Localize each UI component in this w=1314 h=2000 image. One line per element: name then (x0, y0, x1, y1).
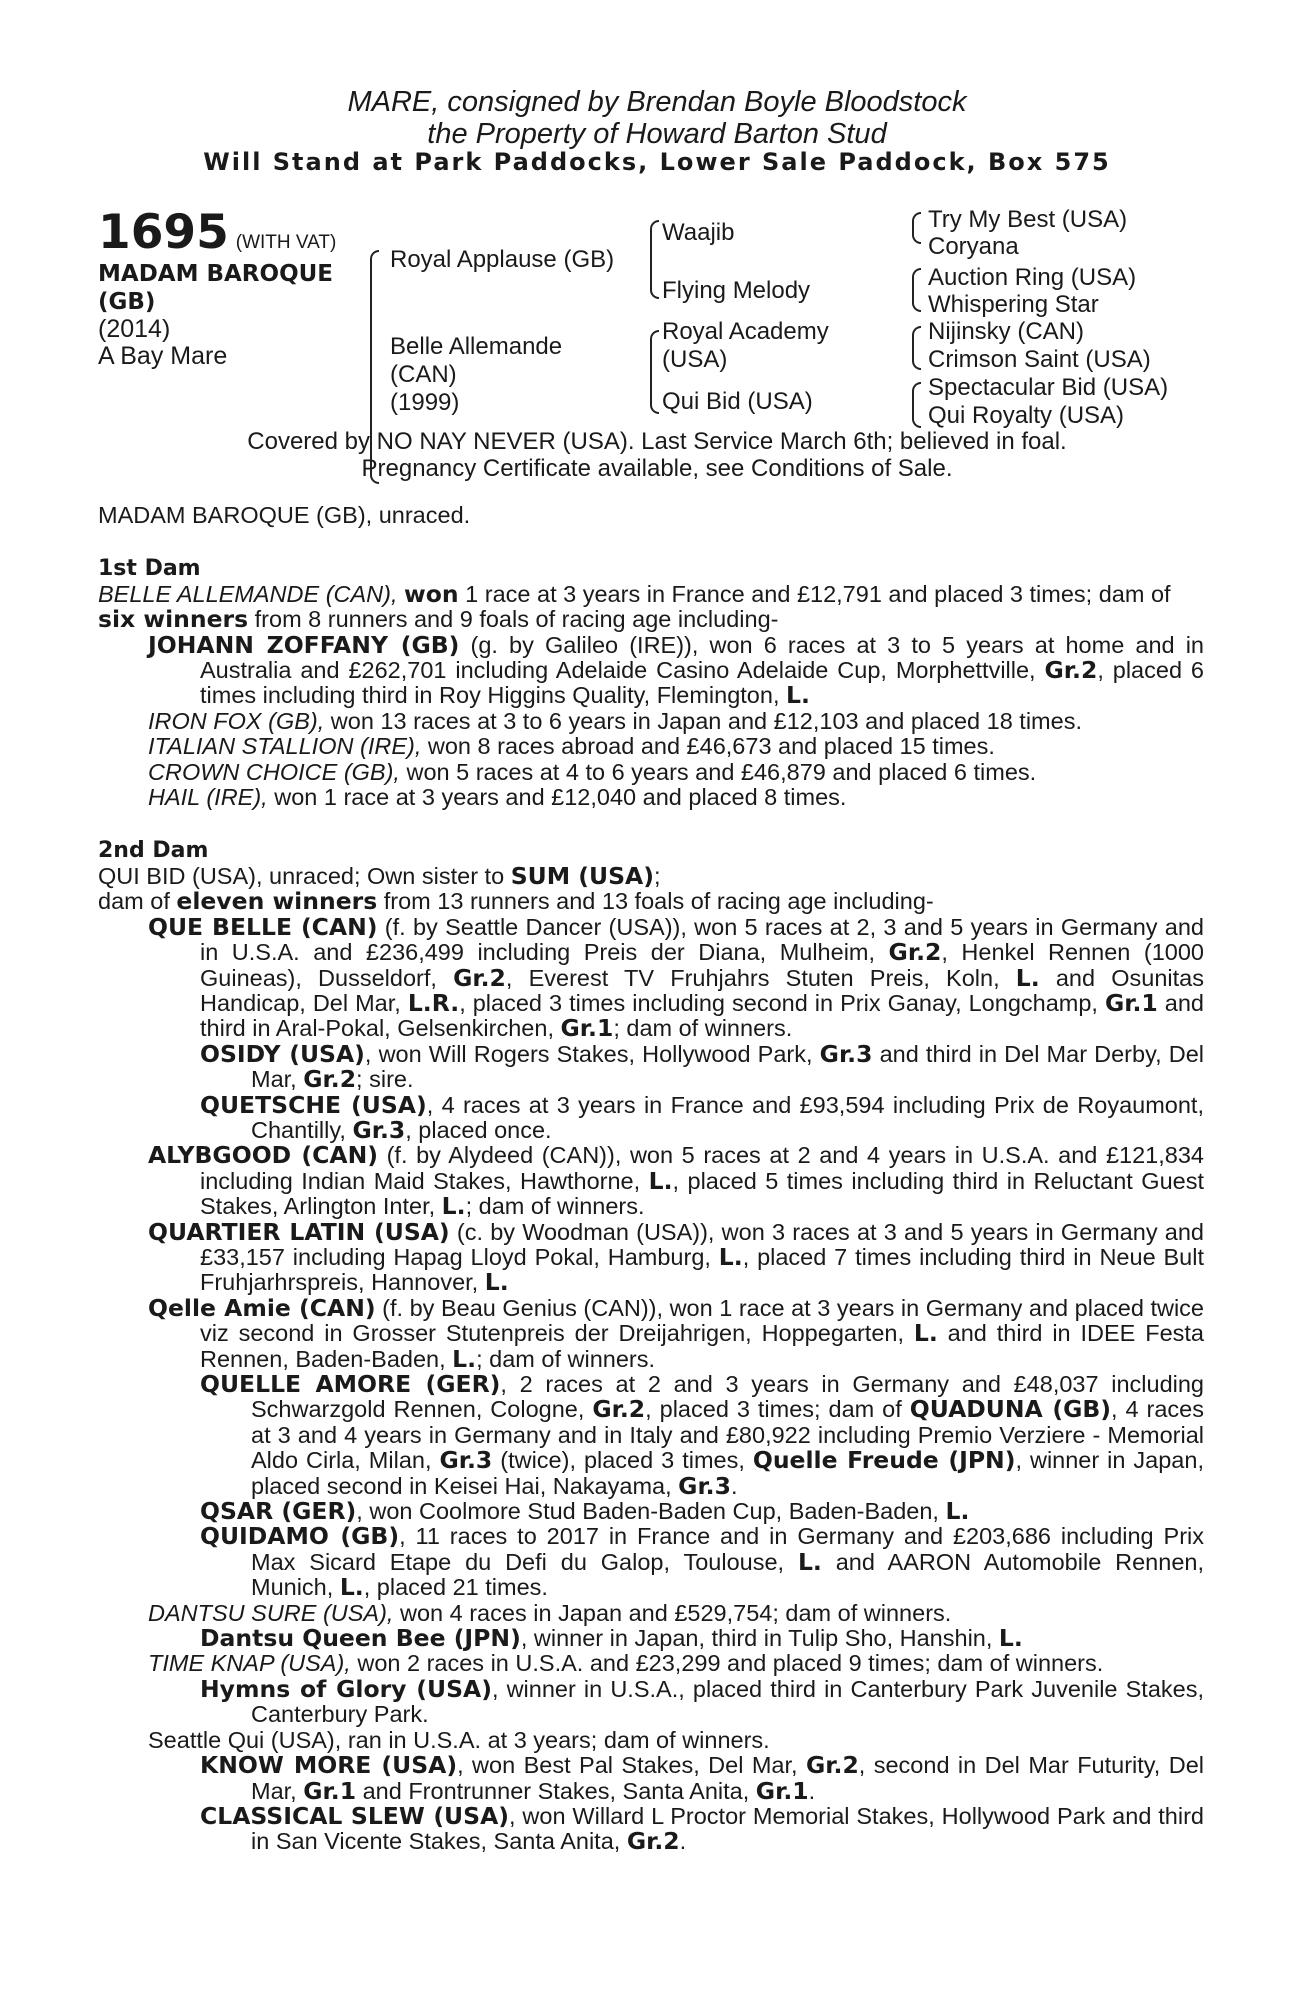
pedigree-dsd: Crimson Saint (USA) (928, 346, 1151, 373)
covered-note: Covered by NO NAY NEVER (USA). Last Service March 6th; believed in foal. (247, 428, 1067, 455)
progeny-osidy: OSIDY (USA), won Will Rogers Stakes, Hollywood Park, Gr.3 and third in Del Mar Derby, Del Mar, Gr.2; sire. (200, 1039, 1204, 1094)
progeny-alybgood: ALYBGOOD (CAN) (f. by Alydeed (CAN)), won 5 races at 2 and 4 years in U.S.A. and £121,834 including Indian Maid Stakes, Hawthorne, L., placed 5 times including third in Reluctant Guest Stakes, Arlington Inter, L.; dam of winners. (148, 1141, 1204, 1221)
property-line: the Property of Howard Barton Stud (427, 118, 887, 150)
pedigree-sss: Try My Best (USA) (928, 206, 1128, 233)
pedigree-dam-sire-line1: Royal Academy (662, 318, 829, 345)
progeny-qelle-amie: Qelle Amie (CAN) (f. by Beau Genius (CAN)), won 1 race at 3 years in Germany and placed twice viz second in Grosser Stutenpreis der Dreijahrigen, Hoppegarten, L. and third in IDEE Festa Rennen, Baden-Baden, L.; dam of winners. (148, 1293, 1205, 1373)
progeny-seattle-qui: Seattle Qui (USA), ran in U.S.A. at 3 years; dam of winners. (148, 1726, 770, 1753)
progeny-que-belle: QUE BELLE (CAN) (f. by Seattle Dancer (USA)), won 5 races at 2, 3 and 5 years in Germany and in U.S.A. and £236,499 including Preis der Diana, Mulheim, Gr.2, Henkel Rennen (1000 Guineas), Dusseldorf, Gr.2, Everest TV Fruhjahrs Stuten Preis, Koln, L. and Osunitas Handicap, Del Mar, L.R., placed 3 times including second in Prix Ganay, Longchamp, Gr.1 and third in Aral-Pokal, Gelsenkirchen, Gr.1; dam of winners. (148, 912, 1205, 1043)
progeny-iron-fox: IRON FOX (GB), won 13 races at 3 to 6 years in Japan and £12,103 and placed 18 times. (148, 707, 1082, 734)
pedigree-sire-sire: Waajib (662, 219, 735, 246)
pedigree-bracket-dam (650, 330, 659, 414)
first-dam-heading: 1st Dam (98, 556, 201, 582)
intro-line: MADAM BAROQUE (GB), unraced. (98, 502, 471, 528)
progeny-quartier-latin: QUARTIER LATIN (USA) (c. by Woodman (USA)), won 3 races at 3 and 5 years in Germany and £33,157 including Hapag Lloyd Pokal, Hamburg, L., placed 7 times including third in Neue Bult Fruhjarhrspreis, Hannover, L. (148, 1217, 1204, 1297)
pedigree-dam-line3: (1999) (390, 389, 460, 416)
progeny-hymns-of-glory: Hymns of Glory (USA), winner in U.S.A., placed third in Canterbury Park Juvenile Stakes, Canterbury Park. (200, 1674, 1204, 1728)
progeny-johann-zoffany: JOHANN ZOFFANY (GB) (g. by Galileo (IRE)), won 6 races at 3 to 5 years at home and in Australia and £262,701 including Adelaide Casino Adelaide Cup, Morphettville, Gr.2, placed 6 times including third in Roy Higgins Quality, Flemington, L. (148, 630, 1205, 710)
pedigree-dam-line1: Belle Allemande (390, 333, 563, 360)
pedigree-dss: Nijinsky (CAN) (928, 318, 1084, 345)
pedigree-sire: Royal Applause (GB) (390, 246, 615, 273)
pedigree-ssd: Coryana (928, 233, 1019, 260)
lot-block (98, 205, 337, 370)
pedigree-sdd: Whispering Star (928, 291, 1099, 318)
second-dam-summary: dam of eleven winners from 13 runners and 13 foals of racing age including- (98, 887, 934, 916)
pedigree-bracket-royal-academy (912, 326, 921, 370)
pedigree-ddd: Qui Royalty (USA) (928, 402, 1125, 429)
pedigree-dds: Spectacular Bid (USA) (928, 374, 1169, 401)
second-dam-entry: QUI BID (USA), unraced; Own sister to SUM (USA); (98, 861, 661, 890)
pedigree-sire-dam: Flying Melody (662, 277, 811, 304)
progeny-qsar: QSAR (GER), won Coolmore Stud Baden-Baden Cup, Baden-Baden, L. (200, 1497, 970, 1526)
second-dam-heading: 2nd Dam (98, 838, 209, 864)
horse-name: MADAM BAROQUE (98, 261, 334, 287)
first-dam-entry: BELLE ALLEMANDE (CAN), won 1 race at 3 years in France and £12,791 and placed 3 times; dam of six winners from 8 runners and 9 foals of racing age including- (98, 579, 1171, 634)
progeny-dantsu-sure: DANTSU SURE (USA), won 4 races in Japan and £529,754; dam of winners. (148, 1599, 952, 1626)
pedigree-bracket-sire (650, 220, 659, 299)
progeny-crown-choice: CROWN CHOICE (GB), won 5 races at 4 to 6 years and £46,879 and placed 6 times. (148, 758, 1037, 785)
consignor-line: MARE, consigned by Brendan Boyle Bloodstock (347, 86, 967, 118)
location-line: Will Stand at Park Paddocks, Lower Sale Paddock, Box 575 (203, 148, 1111, 176)
pregnancy-note: Pregnancy Certificate available, see Conditions of Sale. (361, 455, 953, 482)
progeny-quidamo: QUIDAMO (GB), 11 races to 2017 in France and in Germany and £203,686 including Prix Max Sicard Etape du Defi du Galop, Toulouse, L. and AARON Automobile Rennen, Munich, L., placed 21 times. (200, 1522, 1204, 1602)
lot-number: 1695 (98, 205, 229, 260)
vat-note: (WITH VAT) (235, 232, 337, 253)
progeny-italian-stallion: ITALIAN STALLION (IRE), won 8 races abroad and £46,673 and placed 15 times. (148, 733, 995, 760)
pedigree-dam-line2: (CAN) (390, 361, 457, 388)
horse-description: A Bay Mare (98, 342, 228, 370)
horse-country: (GB) (98, 289, 156, 315)
progeny-time-knap: TIME KNAP (USA), won 2 races in U.S.A. and £23,299 and placed 9 times; dam of winners. (148, 1650, 1104, 1677)
progeny-quetsche: QUETSCHE (USA), 4 races at 3 years in France and £93,594 including Prix de Royaumont, Chantilly, Gr.3, placed once. (200, 1090, 1204, 1144)
pedigree-dam-sire-line2: (USA) (662, 346, 728, 373)
pedigree-bracket-waajib (912, 212, 921, 244)
progeny-quelle-amore: QUELLE AMORE (GER), 2 races at 2 and 3 years in Germany and £48,037 including Schwarzgold Rennen, Cologne, Gr.2, placed 3 times; dam of QUADUNA (GB), 4 races at 3 and 4 years in Germany and in Italy and £80,922 including Premio Verziere - Memorial Aldo Cirla, Milan, Gr.3 (twice), placed 3 times, Quelle Freude (JPN), winner in Japan, placed second in Keisei Hai, Nakayama, Gr.3. (200, 1370, 1205, 1500)
pedigree-sds: Auction Ring (USA) (928, 264, 1137, 291)
progeny-dantsu-queen-bee: Dantsu Queen Bee (JPN), winner in Japan, third in Tulip Sho, Hanshin, L. (200, 1624, 1023, 1653)
foaling-year: (2014) (98, 315, 171, 343)
progeny-classical-slew: CLASSICAL SLEW (USA), won Willard L Proctor Memorial Stakes, Hollywood Park and third in San Vicente Stakes, Santa Anita, Gr.2. (200, 1801, 1204, 1856)
pedigree-bracket-flying-melody (912, 268, 921, 312)
progeny-hail: HAIL (IRE), won 1 race at 3 years and £12,040 and placed 8 times. (148, 784, 847, 811)
pedigree-dam-dam: Qui Bid (USA) (662, 388, 813, 415)
progeny-know-more: KNOW MORE (USA), won Best Pal Stakes, Del Mar, Gr.2, second in Del Mar Futurity, Del Mar, Gr.1 and Frontrunner Stakes, Santa Anita, Gr.1. (200, 1751, 1205, 1805)
catalogue-body (98, 503, 1204, 1855)
pedigree-bracket-qui-bid (912, 382, 921, 428)
